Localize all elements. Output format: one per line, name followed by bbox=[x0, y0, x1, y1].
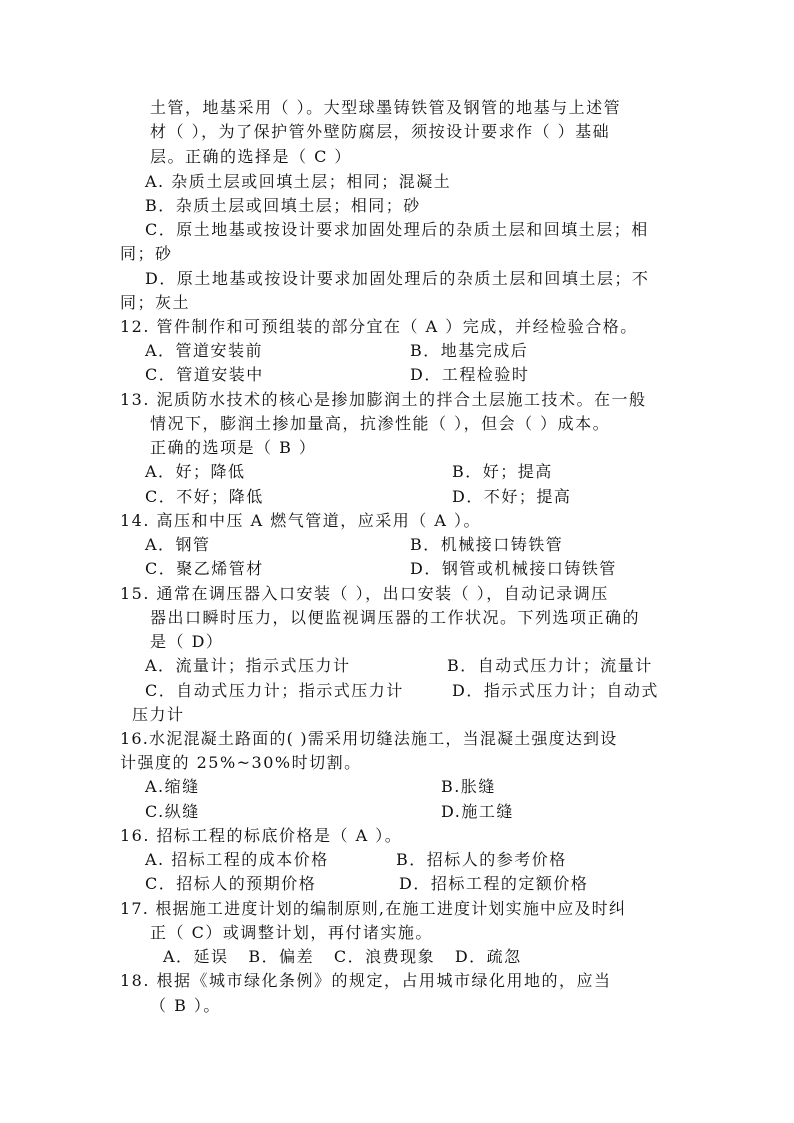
q11-option-d: D．原土地基或按设计要求加固处理后的杂质土层和回填土层；不 bbox=[145, 269, 650, 288]
q14-option-c: C．聚乙烯管材 bbox=[145, 559, 264, 578]
q16b-option-d: D．招标工程的定额价格 bbox=[399, 874, 589, 893]
q11-option-a: A. 杂质土层或回填土层；相同；混凝土 bbox=[145, 172, 452, 191]
q18-stem-line-2: （ B ）。 bbox=[150, 996, 221, 1015]
q16a-stem-line-1: 16.水泥混凝土路面的( )需采用切缝法施工，当混凝土强度达到设 bbox=[120, 729, 618, 748]
q15-option-d: D．指示式压力计；自动式 bbox=[452, 681, 659, 700]
q16b-option-a: A. 招标工程的成本价格 bbox=[145, 850, 329, 869]
q16a-option-d: D.施工缝 bbox=[441, 802, 514, 821]
q11-option-b: B．杂质土层或回填土层；相同；砂 bbox=[145, 196, 421, 215]
q16a-option-b: B.胀缝 bbox=[441, 777, 496, 796]
q13-option-a: A．好；降低 bbox=[145, 462, 246, 481]
q12-option-c: C．管道安装中 bbox=[145, 365, 264, 384]
q12-stem: 12. 管件制作和可预组装的部分宜在（ A ）完成，并经检验合格。 bbox=[120, 317, 638, 336]
q15-option-b: B．自动式压力计；流量计 bbox=[447, 656, 653, 675]
q11-option-d-cont: 同；灰土 bbox=[120, 293, 191, 312]
q11-stem-line-1: 土管，地基采用（ ）。大型球墨铸铁管及钢管的地基与上述管 bbox=[150, 98, 622, 117]
q13-stem-line-3: 正确的选项是（ B ） bbox=[150, 438, 317, 457]
q11-option-c-cont: 同；砂 bbox=[120, 244, 173, 263]
q16b-stem: 16. 招标工程的标底价格是（ A ）。 bbox=[120, 826, 403, 845]
q16a-stem-line-2: 计强度的 25%~30%时切割。 bbox=[120, 753, 362, 772]
q12-option-a: A．管道安装前 bbox=[145, 341, 264, 360]
q16a-option-c: C.纵缝 bbox=[145, 802, 200, 821]
q14-option-d: D．钢管或机械接口铸铁管 bbox=[410, 559, 617, 578]
q15-option-c: C．自动式压力计；指示式压力计 bbox=[145, 681, 404, 700]
q18-stem-line-1: 18. 根据《城市绿化条例》的规定，占用城市绿化用地的，应当 bbox=[120, 971, 612, 990]
q17-stem-line-2: 正（ C）或调整计划，再付诸实施。 bbox=[150, 923, 433, 942]
q14-option-b: B．机械接口铸铁管 bbox=[410, 535, 564, 554]
q16b-option-c: C．招标人的预期价格 bbox=[145, 874, 317, 893]
q11-option-c: C．原土地基或按设计要求加固处理后的杂质土层和回填土层；相 bbox=[145, 220, 649, 239]
q13-stem-line-2: 情况下，膨润土掺加量高，抗渗性能（ ），但会（ ）成本。 bbox=[150, 414, 611, 433]
q13-option-b: B．好；提高 bbox=[452, 462, 553, 481]
q17-options: A．延误 B．偏差 C．浪费现象 D．疏忽 bbox=[163, 947, 522, 966]
q15-stem-line-3: 是（ D） bbox=[150, 632, 224, 651]
q13-option-d: D．不好；提高 bbox=[452, 487, 572, 506]
q11-stem-line-3: 层。正确的选择是（ C ） bbox=[150, 147, 352, 166]
q12-option-b: B．地基完成后 bbox=[410, 341, 529, 360]
q14-stem: 14. 高压和中压 A 燃气管道，应采用（ A ）。 bbox=[120, 511, 481, 530]
q13-stem-line-1: 13. 泥质防水技术的核心是掺加膨润土的拌合土层施工技术。在一般 bbox=[120, 390, 647, 409]
q15-option-d-cont: 压力计 bbox=[132, 705, 185, 724]
q16b-option-b: B．招标人的参考价格 bbox=[396, 850, 567, 869]
q12-option-d: D．工程检验时 bbox=[410, 365, 530, 384]
q16a-option-a: A.缩缝 bbox=[145, 777, 200, 796]
q13-option-c: C．不好；降低 bbox=[145, 487, 264, 506]
q14-option-a: A．钢管 bbox=[145, 535, 211, 554]
q15-stem-line-2: 器出口瞬时压力，以便监视调压器的工作状况。下列选项正确的 bbox=[150, 608, 641, 627]
q11-stem-line-2: 材（ ），为了保护管外壁防腐层，须按设计要求作（ ）基础 bbox=[150, 122, 611, 141]
q15-stem-line-1: 15. 通常在调压器入口安装（ ），出口安装（ ），自动记录调压 bbox=[120, 584, 609, 603]
q17-stem-line-1: 17. 根据施工进度计划的编制原则,在施工进度计划实施中应及时纠 bbox=[120, 899, 627, 918]
q15-option-a: A．流量计；指示式压力计 bbox=[145, 656, 351, 675]
